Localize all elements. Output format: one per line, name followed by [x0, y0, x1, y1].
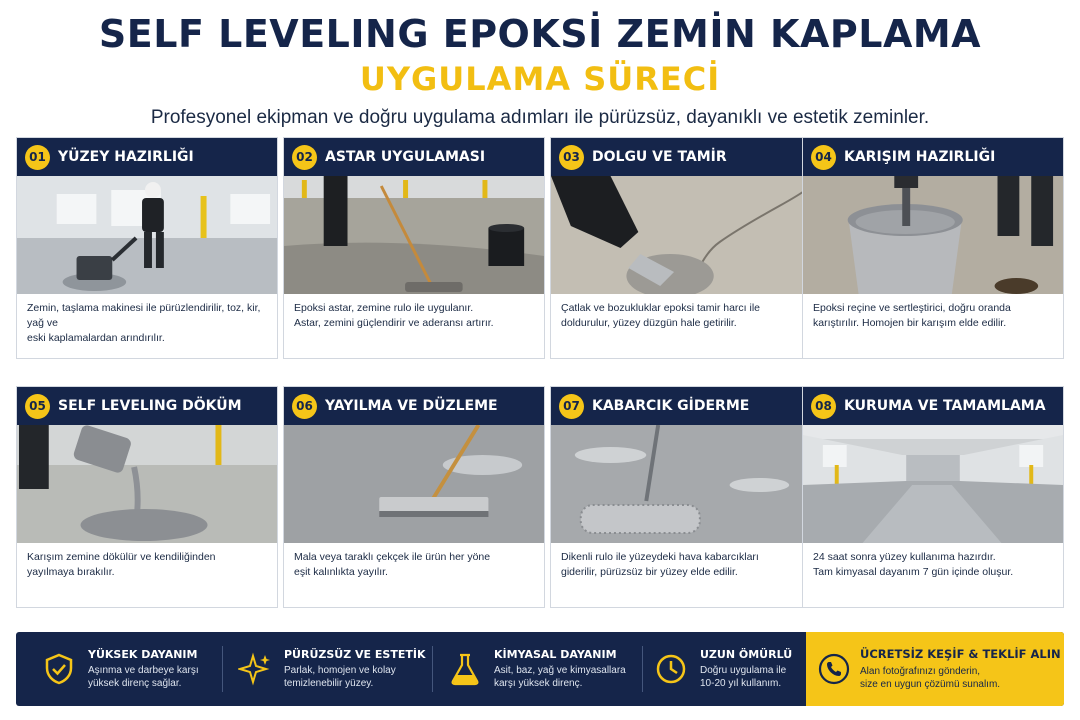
- step-description-line: karıştırılır. Homojen bir karışım elde edilir.: [813, 317, 1007, 329]
- pouring-photo: [17, 425, 277, 543]
- step-number: 08: [811, 394, 836, 419]
- step-description-line: eşit kalınlıkta yayılır.: [294, 566, 388, 578]
- step-description-line: 24 saat sonra yüzey kullanıma hazırdır.: [813, 551, 996, 563]
- step-description-line: Zemin, taşlama makinesi ile pürüzlendirilir, toz, kir, yağ ve: [27, 302, 261, 329]
- step-title: KARIŞIM HAZIRLIĞI: [844, 149, 996, 165]
- step-title: KABARCIK GİDERME: [592, 398, 750, 414]
- step-number: 06: [292, 394, 317, 419]
- step-description-line: Tam kimyasal dayanım 7 gün içinde oluşur.: [813, 566, 1014, 578]
- step-title: YAYILMA VE DÜZLEME: [325, 398, 498, 414]
- step-number: 03: [559, 145, 584, 170]
- step-title: DOLGU VE TAMİR: [592, 149, 727, 165]
- step-header: [551, 387, 811, 425]
- flask-icon: [448, 652, 482, 686]
- step-description-line: Epoksi astar, zemine rulo ile uygulanır.: [294, 302, 474, 314]
- step-number: 01: [25, 145, 50, 170]
- feature-desc: 10-20 yıl kullanım.: [700, 678, 782, 689]
- feature-title: KİMYASAL DAYANIM: [494, 648, 617, 661]
- cta-title: ÜCRETSİZ KEŞİF & TEKLİF ALIN: [860, 647, 1061, 661]
- shield-check-icon: [42, 652, 76, 686]
- step-description-line: Çatlak ve bozukluklar epoksi tamir harcı ile: [561, 302, 760, 314]
- feature-desc: temizlenebilir yüzey.: [284, 678, 374, 689]
- step-header: [17, 387, 277, 425]
- step-card-06: [283, 386, 545, 608]
- free-quote-cta[interactable]: [806, 632, 1064, 706]
- feature-desc: Doğru uygulama ile: [700, 665, 787, 676]
- feature-high-durability: [42, 632, 199, 706]
- step-description: [17, 543, 277, 580]
- step-header: [284, 387, 544, 425]
- divider: [642, 646, 643, 692]
- feature-title: YÜKSEK DAYANIM: [88, 648, 198, 661]
- cta-desc: size en uygun çözümü sunalım.: [860, 679, 1001, 690]
- divider: [222, 646, 223, 692]
- spiked-roller-photo: [551, 425, 811, 543]
- divider: [432, 646, 433, 692]
- step-header: [803, 387, 1063, 425]
- step-number: 07: [559, 394, 584, 419]
- step-description: [551, 294, 811, 331]
- feature-smooth-aesthetic: [238, 632, 425, 706]
- step-card-01: [16, 137, 278, 359]
- grinding-machine-photo: [17, 176, 277, 294]
- step-title: ASTAR UYGULAMASI: [325, 149, 486, 165]
- step-title: KURUMA VE TAMAMLAMA: [844, 398, 1046, 414]
- step-description-line: Karışım zemine dökülür ve kendiliğinden: [27, 551, 216, 563]
- page-subtitle: Profesyonel ekipman ve doğru uygulama adımları ile pürüzsüz, dayanıklı ve estetik zeminler.: [150, 107, 930, 128]
- feature-title: UZUN ÖMÜRLÜ: [700, 648, 793, 661]
- step-header: [803, 138, 1063, 176]
- phone-icon: [818, 653, 850, 685]
- step-description-line: Epoksi reçine ve sertleştirici, doğru oranda: [813, 302, 1011, 314]
- step-header: [17, 138, 277, 176]
- feature-long-life: [654, 632, 792, 706]
- step-card-03: [550, 137, 812, 359]
- finished-floor-photo: [803, 425, 1063, 543]
- step-description-line: doldurulur, yüzey düzgün hale getirilir.: [561, 317, 737, 329]
- step-header: [284, 138, 544, 176]
- step-title: SELF LEVELING DÖKÜM: [58, 398, 242, 414]
- step-card-07: [550, 386, 812, 608]
- step-description-line: eski kaplamalardan arındırılır.: [27, 332, 165, 344]
- step-card-04: [802, 137, 1064, 359]
- clock-icon: [654, 652, 688, 686]
- primer-roller-photo: [284, 176, 544, 294]
- feature-desc: Asit, baz, yağ ve kimyasallara: [494, 665, 626, 676]
- feature-desc: Parlak, homojen ve kolay: [284, 665, 396, 676]
- step-header: [551, 138, 811, 176]
- step-description: [17, 294, 277, 346]
- page-title: SELF LEVELING EPOKSİ ZEMİN KAPLAMA: [98, 12, 982, 56]
- feature-title: PÜRÜZSÜZ VE ESTETİK: [284, 648, 426, 661]
- step-description: [803, 294, 1063, 331]
- spreading-photo: [284, 425, 544, 543]
- step-card-05: [16, 386, 278, 608]
- sparkle-icon: [238, 652, 272, 686]
- steps-grid: [16, 137, 1064, 583]
- step-description-line: Astar, zemini güçlendirir ve aderansı artırır.: [294, 317, 494, 329]
- step-number: 02: [292, 145, 317, 170]
- step-card-02: [283, 137, 545, 359]
- feature-desc: Aşınma ve darbeye karşı: [88, 665, 199, 676]
- step-title: YÜZEY HAZIRLIĞI: [58, 149, 194, 165]
- step-card-08: [802, 386, 1064, 608]
- feature-chemical-resistance: [448, 632, 626, 706]
- step-number: 04: [811, 145, 836, 170]
- crack-repair-photo: [551, 176, 811, 294]
- step-description: [284, 294, 544, 331]
- step-description-line: Dikenli rulo ile yüzeydeki hava kabarcıkları: [561, 551, 759, 563]
- step-number: 05: [25, 394, 50, 419]
- feature-desc: karşı yüksek direnç.: [494, 678, 583, 689]
- mixing-bucket-photo: [803, 176, 1063, 294]
- step-description: [284, 543, 544, 580]
- page-title-secondary: UYGULAMA SÜRECİ: [359, 60, 721, 98]
- step-description: [551, 543, 811, 580]
- cta-desc: Alan fotoğrafınızı gönderin,: [860, 666, 981, 677]
- step-description: [803, 543, 1063, 580]
- feature-desc: yüksek direnç sağlar.: [88, 678, 182, 689]
- step-description-line: yayılmaya bırakılır.: [27, 566, 115, 578]
- step-description-line: Mala veya taraklı çekçek ile ürün her yöne: [294, 551, 491, 563]
- step-description-line: giderilir, pürüzsüz bir yüzey elde edilir.: [561, 566, 738, 578]
